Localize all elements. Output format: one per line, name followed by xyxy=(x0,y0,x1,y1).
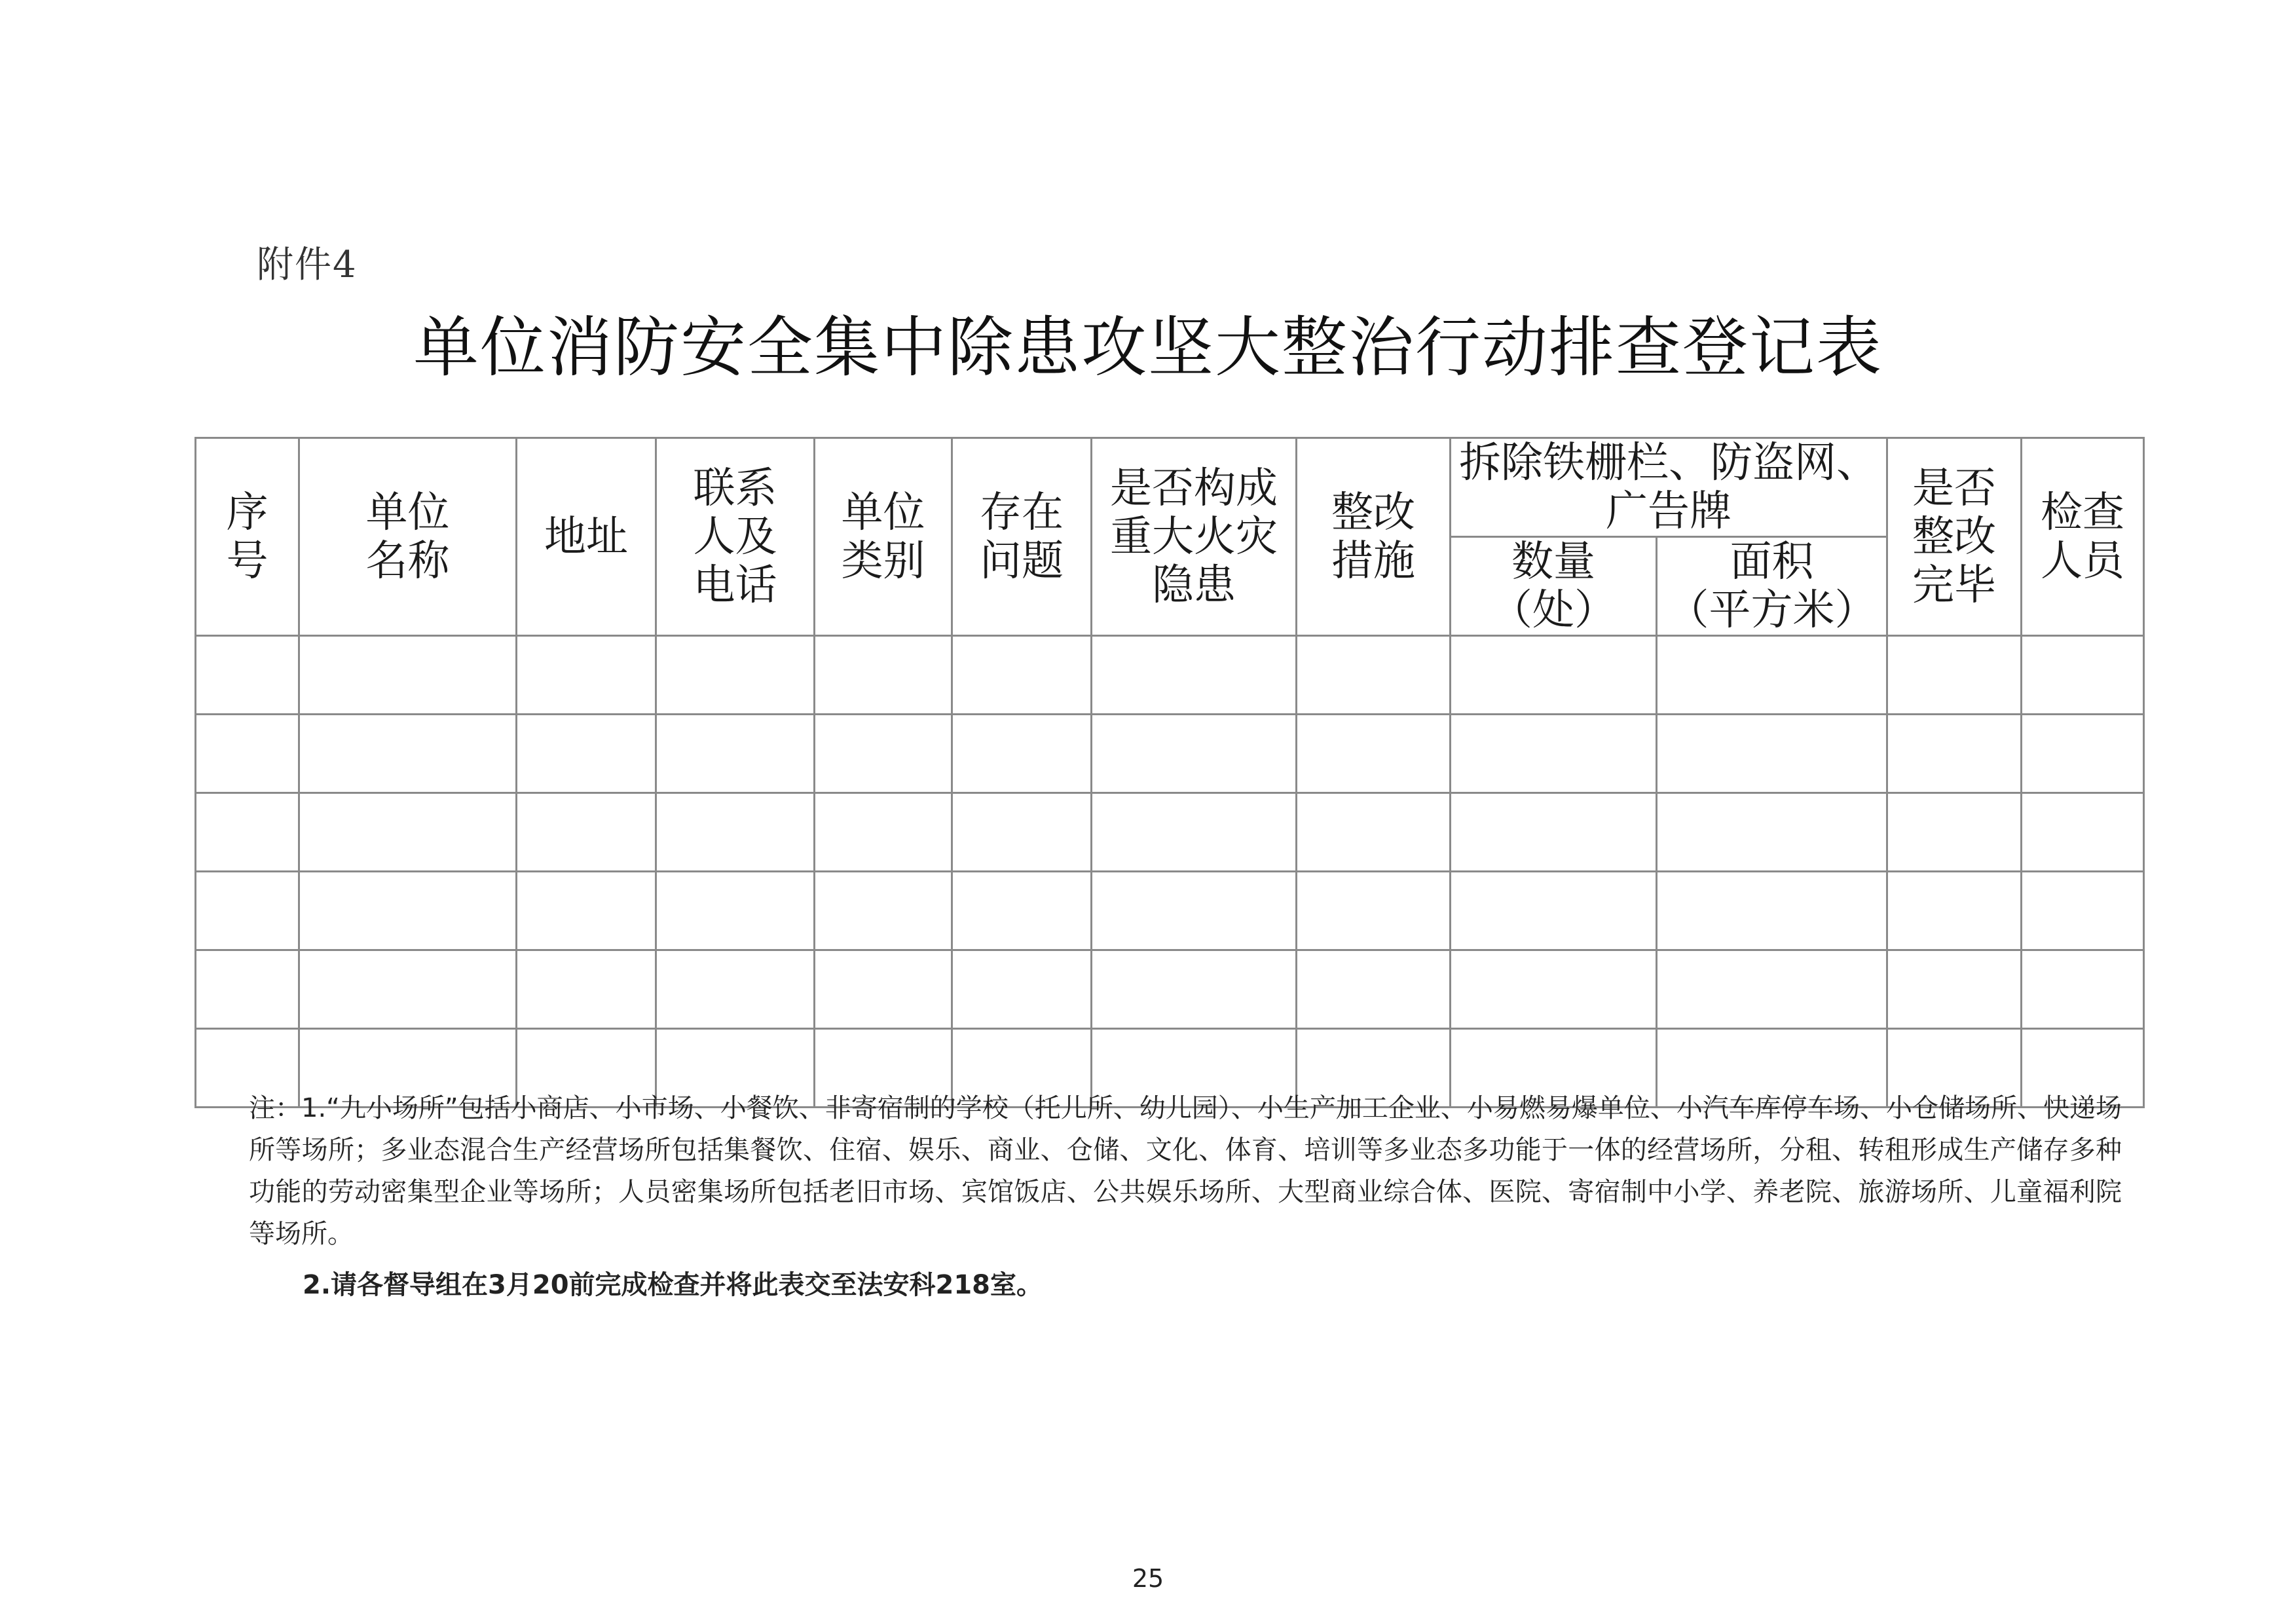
header-address: 地址 xyxy=(517,438,656,636)
cell-inspector[interactable] xyxy=(2022,950,2144,1029)
cell-quantity[interactable] xyxy=(1451,715,1657,793)
cell-unit-name[interactable] xyxy=(299,793,517,872)
cell-problems[interactable] xyxy=(952,793,1092,872)
table-body xyxy=(196,636,2144,1108)
cell-completed[interactable] xyxy=(1887,793,2022,872)
table-row xyxy=(196,950,2144,1029)
header-removal-group: 拆除铁栅栏、防盗网、 广告牌 xyxy=(1451,438,1887,537)
cell-inspector[interactable] xyxy=(2022,793,2144,872)
header-area: 面积 （平方米） xyxy=(1657,537,1887,636)
cell-completed[interactable] xyxy=(1887,636,2022,715)
cell-address[interactable] xyxy=(517,950,656,1029)
note-1: 注：1.“九小场所”包括小商店、小市场、小餐饮、非寄宿制的学校（托儿所、幼儿园）、小生产加工企业、小易燃易爆单位、小汽车库停车场、小仓储场所、快递场所等场所；多业态混合生产经营场所包括集餐饮、住宿、娱乐、商业、仓储、文化、体育、培训等多业态多功能于一体的经营场所，分租、转租形成生产储存多种功能的劳动密集型企业等场所；人员密集场所包括老旧市场、宾馆饭店、公共娱乐场所、大型商业综合体、医院、寄宿制中小学、养老院、旅游场所、儿童福利院等场所。 xyxy=(249,1093,2122,1249)
cell-unit-type[interactable] xyxy=(815,950,952,1029)
cell-problems[interactable] xyxy=(952,636,1092,715)
header-major-hazard: 是否构成 重大火灾 隐患 xyxy=(1092,438,1297,636)
cell-problems[interactable] xyxy=(952,715,1092,793)
cell-area[interactable] xyxy=(1657,636,1887,715)
cell-unit-type[interactable] xyxy=(815,793,952,872)
registration-table xyxy=(194,437,2145,1108)
header-inspector: 检查 人员 xyxy=(2022,438,2144,636)
cell-measures[interactable] xyxy=(1297,793,1451,872)
page-title: 单位消防安全集中除患攻坚大整治行动排查登记表 xyxy=(413,309,1883,386)
cell-area[interactable] xyxy=(1657,950,1887,1029)
header-completed: 是否 整改 完毕 xyxy=(1887,438,2022,636)
cell-quantity[interactable] xyxy=(1451,793,1657,872)
cell-address[interactable] xyxy=(517,636,656,715)
cell-area[interactable] xyxy=(1657,715,1887,793)
cell-inspector[interactable] xyxy=(2022,636,2144,715)
table-row xyxy=(196,636,2144,715)
header-seq: 序 号 xyxy=(196,438,299,636)
cell-address[interactable] xyxy=(517,793,656,872)
cell-major-hazard[interactable] xyxy=(1092,950,1297,1029)
cell-unit-type[interactable] xyxy=(815,872,952,950)
cell-unit-type[interactable] xyxy=(815,636,952,715)
cell-completed[interactable] xyxy=(1887,715,2022,793)
cell-unit-name[interactable] xyxy=(299,872,517,950)
cell-area[interactable] xyxy=(1657,793,1887,872)
header-measures: 整改 措施 xyxy=(1297,438,1451,636)
cell-unit-type[interactable] xyxy=(815,715,952,793)
header-problems: 存在 问题 xyxy=(952,438,1092,636)
cell-measures[interactable] xyxy=(1297,715,1451,793)
cell-completed[interactable] xyxy=(1887,950,2022,1029)
cell-address[interactable] xyxy=(517,715,656,793)
cell-major-hazard[interactable] xyxy=(1092,872,1297,950)
cell-contact[interactable] xyxy=(656,950,815,1029)
header-unit-name: 单位 名称 xyxy=(299,438,517,636)
cell-quantity[interactable] xyxy=(1451,872,1657,950)
cell-address[interactable] xyxy=(517,872,656,950)
cell-quantity[interactable] xyxy=(1451,636,1657,715)
cell-major-hazard[interactable] xyxy=(1092,636,1297,715)
cell-contact[interactable] xyxy=(656,715,815,793)
cell-seq[interactable] xyxy=(196,793,299,872)
cell-quantity[interactable] xyxy=(1451,950,1657,1029)
cell-unit-name[interactable] xyxy=(299,715,517,793)
cell-measures[interactable] xyxy=(1297,950,1451,1029)
note-2: 2.请各督导组在3月20前完成检查并将此表交至法安科218室。 xyxy=(303,1270,1043,1300)
cell-problems[interactable] xyxy=(952,950,1092,1029)
cell-contact[interactable] xyxy=(656,636,815,715)
cell-seq[interactable] xyxy=(196,715,299,793)
cell-completed[interactable] xyxy=(1887,872,2022,950)
cell-seq[interactable] xyxy=(196,636,299,715)
cell-inspector[interactable] xyxy=(2022,872,2144,950)
page-number: 25 xyxy=(1132,1564,1164,1593)
cell-contact[interactable] xyxy=(656,872,815,950)
header-quantity: 数量 （处） xyxy=(1451,537,1657,636)
cell-measures[interactable] xyxy=(1297,636,1451,715)
header-contact: 联系 人及 电话 xyxy=(656,438,815,636)
cell-contact[interactable] xyxy=(656,793,815,872)
cell-unit-name[interactable] xyxy=(299,636,517,715)
table-row xyxy=(196,715,2144,793)
header-unit-type: 单位 类别 xyxy=(815,438,952,636)
notes-section xyxy=(249,1087,2122,1306)
cell-unit-name[interactable] xyxy=(299,950,517,1029)
cell-major-hazard[interactable] xyxy=(1092,793,1297,872)
cell-area[interactable] xyxy=(1657,872,1887,950)
table-row xyxy=(196,872,2144,950)
table-row xyxy=(196,793,2144,872)
cell-seq[interactable] xyxy=(196,872,299,950)
cell-problems[interactable] xyxy=(952,872,1092,950)
cell-measures[interactable] xyxy=(1297,872,1451,950)
attachment-label: 附件4 xyxy=(257,244,358,286)
cell-inspector[interactable] xyxy=(2022,715,2144,793)
cell-major-hazard[interactable] xyxy=(1092,715,1297,793)
cell-seq[interactable] xyxy=(196,950,299,1029)
